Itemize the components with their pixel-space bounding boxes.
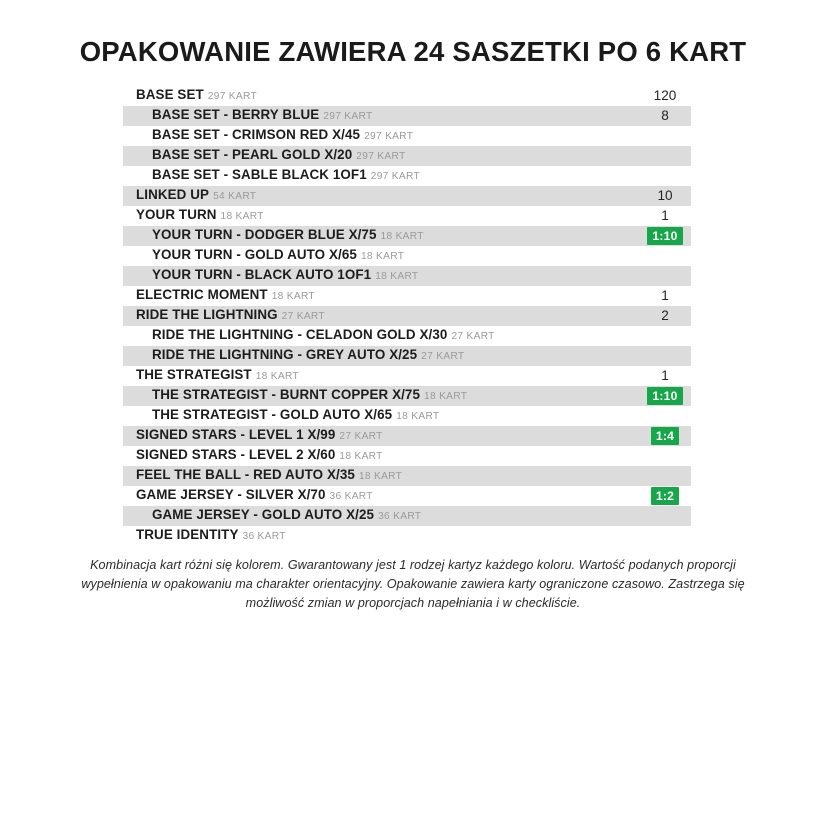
checklist-row: [123, 366, 691, 386]
checklist-row-name: BASE SET - PEARL GOLD X/20: [152, 147, 353, 162]
checklist-row-name: YOUR TURN - BLACK AUTO 1OF1: [152, 267, 372, 282]
checklist-row-label: [123, 405, 595, 427]
checklist-row-label: [123, 165, 595, 187]
checklist-row-label: [123, 245, 595, 267]
odds-badge: 1:2: [651, 487, 679, 505]
checklist-row-label: [123, 85, 595, 107]
checklist-row-label: [123, 185, 595, 207]
checklist-row-label: [123, 265, 595, 287]
checklist-row-label: [123, 445, 595, 467]
checklist-row-label: [123, 225, 595, 247]
checklist-row: [123, 506, 691, 526]
checklist-row-name: BASE SET: [136, 87, 204, 102]
checklist-row-name: GAME JERSEY - SILVER X/70: [136, 487, 326, 502]
checklist-row-count: 297 KART: [364, 130, 414, 142]
checklist-row-label: [123, 305, 595, 327]
checklist-row-label: [123, 125, 595, 147]
checklist-row-name: THE STRATEGIST: [136, 367, 252, 382]
checklist-row-name: BASE SET - CRIMSON RED X/45: [152, 127, 361, 142]
checklist-row-count: 18 KART: [255, 370, 299, 382]
checklist-row-label: [123, 525, 595, 547]
checklist-row-name: ELECTRIC MOMENT: [136, 287, 268, 302]
checklist-row-name: TRUE IDENTITY: [136, 527, 239, 542]
checklist-row-name: BASE SET - BERRY BLUE: [152, 107, 320, 122]
footnote-disclaimer: Kombinacja kart różni się kolorem. Gwarantowany jest 1 rodzej kartyz każdego koloru. Wartość podanych proporcji wypełnienia w opakowaniu ma charakter orientacyjny. Opakowanie zawiera karty ograniczone czasowo. Zastrzega się możliwość zmian w proporcjach napełniania i w checkliście.: [81, 558, 745, 610]
checklist-row-name: SIGNED STARS - LEVEL 1 X/99: [136, 427, 336, 442]
checklist-row-count: 18 KART: [396, 410, 440, 422]
checklist-row-count: 18 KART: [360, 250, 405, 262]
checklist-row: [123, 526, 691, 546]
checklist-row-name: SIGNED STARS - LEVEL 2 X/60: [136, 447, 336, 462]
checklist-row: [123, 146, 691, 166]
checklist-row: [123, 486, 691, 506]
checklist-row: [123, 426, 691, 446]
checklist-row: [123, 86, 691, 106]
checklist-row-count: 18 KART: [220, 210, 264, 222]
checklist-row-label: [123, 285, 595, 307]
checklist-row-count: 36 KART: [378, 510, 422, 522]
checklist-row-value: 120: [653, 88, 677, 103]
checklist-row-label: [123, 425, 595, 447]
checklist-row-name: GAME JERSEY - GOLD AUTO X/25: [152, 507, 375, 522]
checklist-row-value: 1: [661, 288, 669, 303]
page-title: OPAKOWANIE ZAWIERA 24 SASZETKI PO 6 KART: [79, 36, 747, 67]
checklist-row-name: RIDE THE LIGHTNING - CELADON GOLD X/30: [152, 327, 448, 342]
checklist-row-name: RIDE THE LIGHTNING: [136, 307, 278, 322]
checklist-row-name: YOUR TURN: [136, 207, 217, 222]
checklist-row-value: 10: [657, 188, 673, 203]
checklist-row: [123, 206, 691, 226]
checklist-row: [123, 306, 691, 326]
checklist-table: [123, 86, 691, 546]
checklist-row: [123, 186, 691, 206]
checklist-row-odds: [617, 226, 713, 246]
checklist-row-odds: [617, 426, 713, 446]
checklist-row: [123, 106, 691, 126]
checklist-row-count: 18 KART: [375, 270, 419, 282]
checklist-row: [123, 286, 691, 306]
checklist-row-count: 18 KART: [271, 290, 315, 302]
checklist-row-count: 27 KART: [281, 310, 325, 322]
checklist-row: [123, 246, 691, 266]
odds-badge: 1:10: [647, 227, 682, 245]
odds-badge: 1:10: [647, 387, 682, 405]
checklist-row-name: THE STRATEGIST - GOLD AUTO X/65: [152, 407, 393, 422]
checklist-row-count: 18 KART: [339, 450, 383, 462]
checklist-row-count: 27 KART: [421, 350, 465, 362]
checklist-row-label: [123, 205, 595, 227]
odds-badge: 1:4: [651, 427, 679, 445]
checklist-row-label: [123, 105, 595, 127]
checklist-row-name: THE STRATEGIST - BURNT COPPER X/75: [152, 387, 421, 402]
checklist-row-label: [123, 385, 595, 407]
checklist-row-name: LINKED UP: [136, 187, 210, 202]
checklist-row: [123, 326, 691, 346]
checklist-row-count: 18 KART: [424, 390, 468, 402]
checklist-row-value: 1: [661, 368, 669, 383]
checklist-row-value: 1: [661, 208, 669, 223]
checklist-row: [123, 446, 691, 466]
checklist-row-count: 27 KART: [339, 430, 383, 442]
checklist-row-name: FEEL THE BALL - RED AUTO X/35: [136, 467, 355, 482]
checklist-row: [123, 466, 691, 486]
checklist-row-count: 297 KART: [323, 110, 373, 122]
checklist-row: [123, 386, 691, 406]
checklist-row-value: 2: [661, 308, 669, 323]
checklist-row-count: 18 KART: [380, 230, 424, 242]
checklist-row-label: [123, 145, 595, 167]
checklist-row-count: 27 KART: [451, 330, 495, 342]
checklist-row-name: RIDE THE LIGHTNING - GREY AUTO X/25: [152, 347, 418, 362]
checklist-row: [123, 166, 691, 186]
checklist-row-odds: [617, 386, 713, 406]
checklist-row: [123, 406, 691, 426]
checklist-row-label: [123, 465, 595, 487]
checklist-row-count: 297 KART: [370, 170, 420, 182]
checklist-row-count: 36 KART: [242, 530, 286, 542]
checklist-row-label: [123, 325, 595, 347]
checklist-row-count: 36 KART: [329, 490, 373, 502]
checklist-row: [123, 346, 691, 366]
checklist-row-label: [123, 505, 595, 527]
checklist-row-name: BASE SET - SABLE BLACK 1OF1: [152, 167, 367, 182]
checklist-row-name: YOUR TURN - DODGER BLUE X/75: [152, 227, 377, 242]
checklist-row-count: 54 KART: [213, 190, 257, 202]
checklist-row: [123, 126, 691, 146]
checklist-row-name: YOUR TURN - GOLD AUTO X/65: [152, 247, 357, 262]
checklist-row-count: 297 KART: [356, 150, 406, 162]
checklist-row-label: [123, 485, 595, 507]
checklist-row-count: 297 KART: [207, 90, 257, 102]
checklist-row-label: [123, 345, 595, 367]
checklist-row-count: 18 KART: [358, 470, 403, 482]
checklist-row: [123, 266, 691, 286]
checklist-row-label: [123, 365, 595, 387]
checklist-row-odds: [617, 486, 713, 506]
checklist-row-value: 8: [661, 108, 669, 123]
checklist-row: [123, 226, 691, 246]
